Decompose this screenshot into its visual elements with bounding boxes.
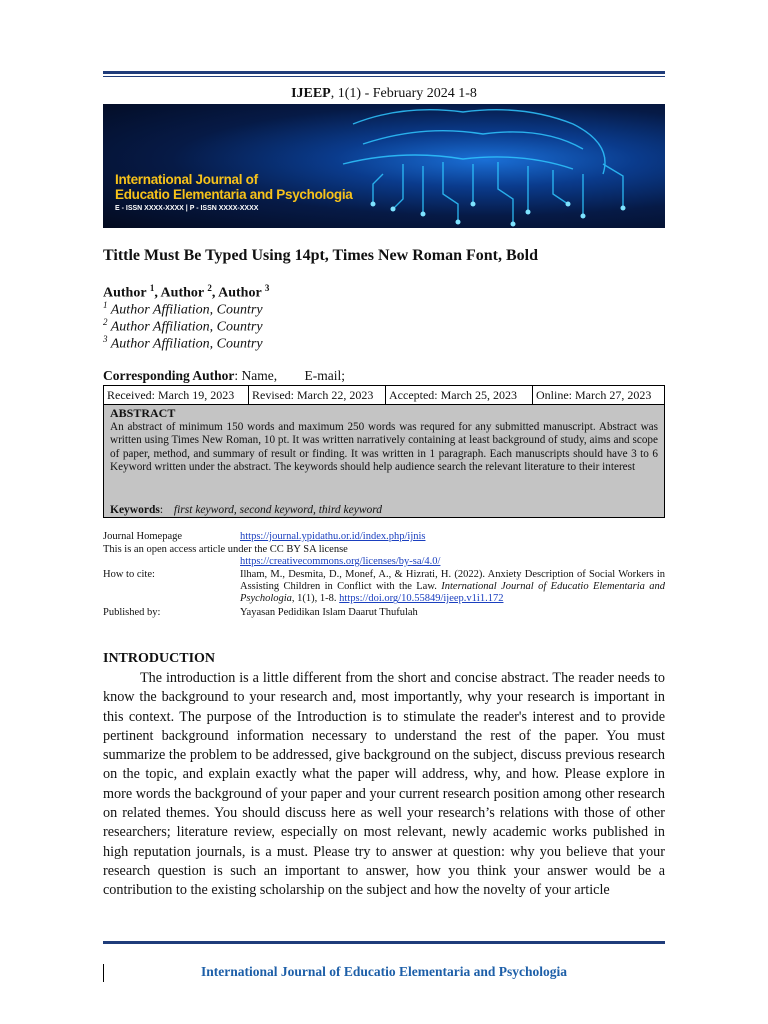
dates-table [103,385,665,405]
date-received: Received: March 19, 2023 [104,386,249,404]
keywords-label: Keywords [110,504,160,516]
bottom-rule [103,941,665,944]
affiliation-text: Author Affiliation, Country [110,319,263,335]
affiliation-text: Author Affiliation, Country [110,302,263,318]
paper-title: Tittle Must Be Typed Using 14pt, Times New Roman Font, Bold [103,247,539,264]
author-sup: 2 [207,283,212,293]
keywords: Keywords: first keyword, second keyword, third keyword [110,504,383,516]
homepage-label: Journal Homepage [103,531,183,542]
footer-journal-name: International Journal of Educatio Elementaria and Psychologia [200,964,568,979]
license-text: This is an open access article under the CC BY SA license [103,544,348,555]
banner-title-line-1: International Journal of [115,172,258,187]
author-name: Author [160,285,204,301]
abstract-heading: ABSTRACT [110,406,176,420]
top-rule-thin [103,76,665,77]
corresponding-email: E-mail; [304,368,346,383]
published-label: Published by: [103,607,161,618]
author-list: Author $^1$, Author $^2$, Author $^3$ [103,283,270,301]
cite-journal: International Journal of Educatio Elementaria and Psychologia [240,581,666,605]
citation [240,569,665,606]
cite-label: How to cite: [103,569,155,580]
cite-text: Ilham, M., Desmita, D., Monef, A., & Hizrati, H. (2022). Anxiety Description of Social Workers in Assisting Children in Conflict with the Law. [240,569,665,593]
affiliation [103,317,263,336]
date-accepted: Accepted: March 25, 2023 [386,386,533,404]
license-link[interactable]: https://creativecommons.org/licenses/by-sa/4.0/ [240,556,441,567]
corresponding-label: Corresponding Author [103,368,235,383]
date-online: Online: March 27, 2023 [536,388,652,402]
author-sup: 1 [149,283,155,293]
affiliation [103,334,263,353]
abstract-box [103,404,665,518]
publisher: Yayasan Pedidikan Islam Daarut Thufulah [240,607,418,618]
homepage-link[interactable]: https://journal.ypidathu.or.id/index.php/ijnis [240,531,426,542]
introduction-text: The introduction is a little different from the short and concise abstract. The reader needs to know the background to your research and, most importantly, why your research is important in this context. The purpose of the Introduction is to stimulate the reader's interest and to provide pertinent background information necessary to understand the rest of the paper. You must summarize the problem to be addressed, give background on the subject, discuss previous research on the topic, and explain exactly what the paper will address, why, and how. Please explore in more words the background of your paper and your current research position among other research on related themes. You should discuss here as well your research’s relations with those of other researchers; literature review, especially on most relevant, newly academic works published in high reputation journals, is a must. Please try to answer at question: why you believe that your research question is such an important to answer, how you think your answer would be a contribution to the existing scholarship on the subject and how the novelty of your article [103,670,665,899]
author-name: Author [218,285,262,301]
author-sup: 3 [264,283,270,293]
date-revised: Revised: March 22, 2023 [249,386,386,404]
affiliation-sup: 1 [103,300,108,310]
doi-link[interactable]: https://doi.org/10.55849/ijeep.v1i1.172 [339,593,504,605]
issue-info: , 1(1) - February 2024 1-8 [330,86,477,101]
corresponding-name: : Name, [234,368,278,383]
introduction-heading: INTRODUCTION [103,651,216,666]
affiliation [103,300,263,319]
keywords-list: first keyword, second keyword, third keyword [173,504,383,516]
corresponding-author [103,368,345,384]
journal-banner [103,104,665,228]
affiliation-text: Author Affiliation, Country [110,336,263,352]
banner-title-line-2: Educatio Elementaria and Psychologia [115,187,353,202]
author-name: Author [103,285,147,301]
journal-abbrev: IJEEP [291,86,331,101]
cite-issue: , 1(1), 1-8. [291,593,337,605]
banner-issn: E - ISSN XXXX-XXXX | P - ISSN XXXX-XXXX [115,205,259,212]
running-header [103,86,665,102]
abstract-text: An abstract of minimum 150 words and maximum 250 words was requred for any submitted manuscript. Abstract was written using Times New Roman, 10 pt. It was written narratively containing at least background of study, aims and scope of paper, method, and summary of result or finding. It was written in 1 paragraph. Each manuscripts should have 3 to 6 Keyword written under the abstract. The keywords should help audience search the relevant literature to their interest [110,420,658,473]
affiliation-sup: 3 [103,334,108,344]
affiliation-sup: 2 [103,317,108,327]
top-rule [103,71,665,74]
banner-text [115,172,353,212]
